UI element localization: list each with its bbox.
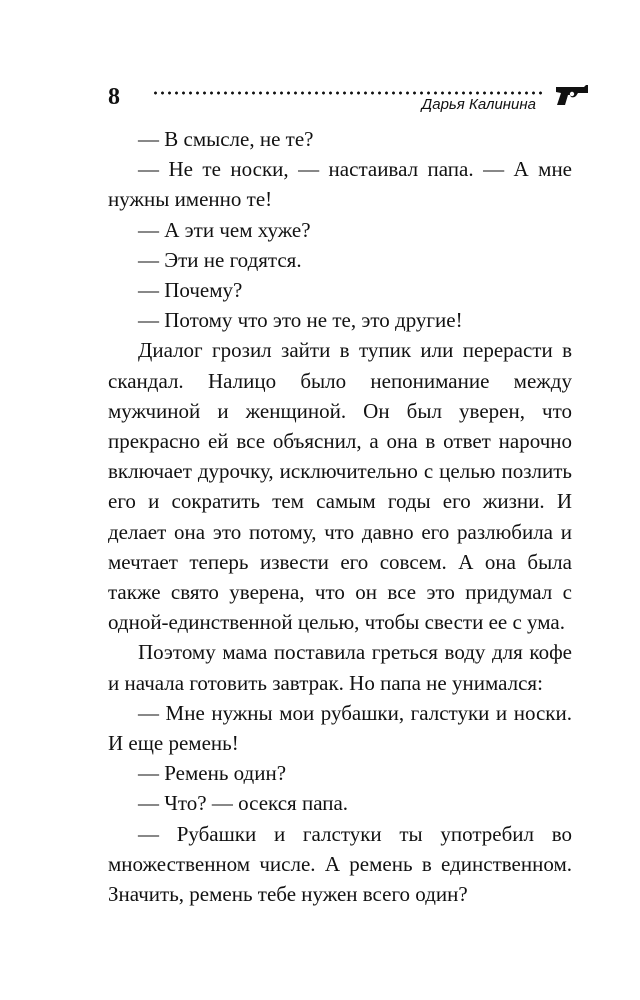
dialogue-line: — А эти чем хуже?	[138, 217, 311, 242]
dialogue-line: — Ремень один?	[138, 761, 287, 786]
dialogue-line: — Рубашки и галстуки ты употребил во множественном числе. А ремень в единственном. Значить, ремень тебе нужен всего один?	[108, 821, 572, 907]
dialogue-line: — Эти не годятся.	[138, 247, 302, 272]
dialogue-line: — Мне нужны мои рубашки, галстуки и носки. И еще ремень!	[108, 700, 572, 756]
running-header	[108, 84, 588, 124]
paragraph: Поэтому мама поставила греться воду для кофе и начала готовить завтрак. Но папа не унимался:	[108, 640, 572, 695]
dialogue-line: — Почему?	[138, 278, 243, 303]
body-text	[108, 124, 572, 909]
dialogue-line: — Потому что это не те, это другие!	[138, 308, 463, 333]
dialogue-line: — В смысле, не те?	[138, 127, 314, 151]
paragraph: Диалог грозил зайти в тупик или перерасти в скандал. Налицо было непонимание между мужчиной и женщиной. Он был уверен, что прекрасно ей все объяснил, а она в ответ нарочно включает дурочку, исключительно с целью позлить его и сократить тем самым годы его жизни. И делает она это потому, что давно его разлюбила и мечтает теперь извести его совсем. А она была также свято уверена, что он все это придумал с одной-единственной целью, чтобы свести ее с ума.	[108, 338, 572, 635]
dialogue-line: — Что? — осекся папа.	[138, 791, 349, 816]
dialogue-line: — Не те носки, — настаивал папа. — А мне нужны именно те!	[108, 157, 572, 212]
author-name: Дарья Калинина	[421, 96, 536, 113]
page-number: 8	[108, 84, 120, 110]
revolver-icon	[554, 84, 590, 106]
